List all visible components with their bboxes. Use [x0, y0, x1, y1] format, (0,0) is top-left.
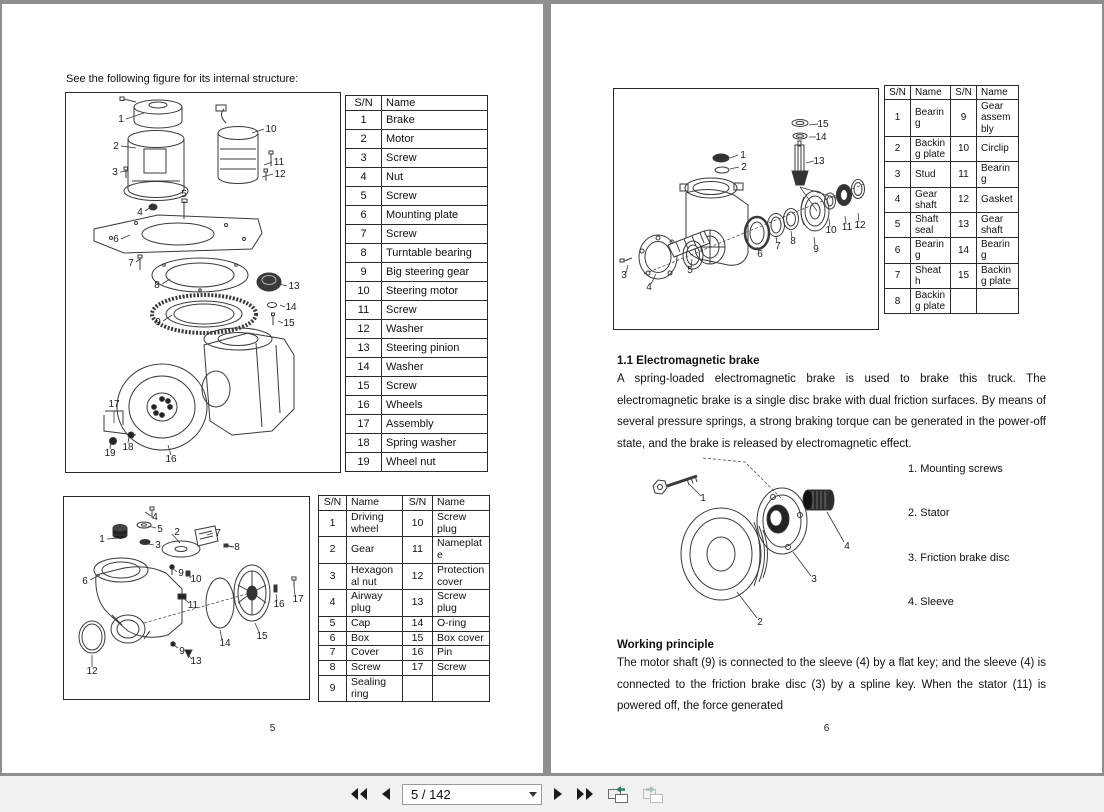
table-cell: 1 [885, 100, 911, 137]
table-cell: 15 [403, 631, 433, 646]
table-cell: 3 [885, 162, 911, 187]
table-row [346, 301, 488, 320]
callout-label: 3 [811, 574, 817, 585]
table-cell: 11 [403, 537, 433, 564]
exploded-view-gearbox [64, 497, 309, 699]
table-cell: 8 [346, 244, 382, 263]
intro-text: See the following figure for its internal structure: [66, 73, 299, 85]
column-header: Name [977, 86, 1019, 100]
table-cell: Driving wheel [347, 510, 403, 537]
table-row [885, 212, 1019, 237]
table-cell: Gasket [977, 187, 1019, 212]
table-cell: 2 [885, 136, 911, 161]
table-row [346, 339, 488, 358]
callout-label: 12 [854, 220, 866, 231]
figure-drive-wheel-gearbox [63, 496, 310, 700]
callout-label: 17 [292, 594, 304, 605]
table-cell: 6 [346, 206, 382, 225]
page-6 [551, 4, 1102, 773]
callout-label: 9 [179, 646, 185, 657]
table-cell: Steering motor [382, 282, 488, 301]
column-header: S/N [403, 496, 433, 511]
table-row [885, 162, 1019, 187]
callout-label: 7 [775, 241, 781, 252]
column-header: Name [347, 496, 403, 511]
table-cell: Circlip [977, 136, 1019, 161]
table-cell: 15 [951, 263, 977, 288]
table-header-row [346, 96, 488, 111]
table-row [346, 434, 488, 453]
callout-label: 6 [82, 576, 88, 587]
callout-label: 8 [154, 280, 160, 291]
column-header: S/N [885, 86, 911, 100]
legend-item: 1. Mounting screws [908, 463, 1003, 475]
page-number: 6 [823, 723, 830, 734]
table-cell: Steering pinion [382, 339, 488, 358]
legend-item: 4. Sleeve [908, 596, 954, 608]
table-row [885, 289, 1019, 314]
callout-label: 10 [190, 574, 202, 585]
working-principle-heading: Working principle [617, 639, 714, 651]
table-row [885, 263, 1019, 288]
table-cell: Bearing [911, 238, 951, 263]
callout-label: 13 [288, 281, 300, 292]
table-cell: 6 [885, 238, 911, 263]
callout-label: 16 [165, 454, 177, 465]
table-row [319, 537, 490, 564]
table-cell [433, 675, 490, 702]
callout-label: 8 [234, 542, 240, 553]
exploded-view-steering-unit [66, 93, 340, 472]
callout-label: 13 [813, 156, 825, 167]
column-header: Name [382, 96, 488, 111]
table-cell: 5 [346, 187, 382, 206]
table-cell: 9 [319, 675, 347, 702]
callout-label: 8 [790, 236, 796, 247]
table-cell [951, 289, 977, 314]
table-cell: 10 [346, 282, 382, 301]
callout-label: 14 [815, 132, 827, 143]
table-cell: 14 [346, 358, 382, 377]
table-cell: Box [347, 631, 403, 646]
previous-page-icon [381, 787, 391, 801]
table-cell: Cap [347, 616, 403, 631]
table-cell: 6 [319, 631, 347, 646]
table-row [885, 187, 1019, 212]
table-cell: 16 [403, 646, 433, 661]
callout-label: 2 [113, 141, 119, 152]
table-cell: Gear shaft [911, 187, 951, 212]
table-cell: Washer [382, 320, 488, 339]
column-header: S/N [346, 96, 382, 111]
table-cell: 11 [346, 301, 382, 320]
table-cell: Mounting plate [382, 206, 488, 225]
table-cell: 7 [319, 646, 347, 661]
table-cell: 13 [951, 212, 977, 237]
legend-item: 2. Stator [908, 507, 950, 519]
table-cell: 14 [403, 616, 433, 631]
table-row [346, 263, 488, 282]
table-cell: Screw [382, 149, 488, 168]
callout-label: 15 [817, 119, 829, 130]
callout-label: 3 [621, 270, 627, 281]
callout-label: 1 [99, 534, 105, 545]
viewer-toolbar [0, 776, 1104, 812]
table-row [319, 590, 490, 617]
table-cell: 7 [346, 225, 382, 244]
table-cell: Backing plate [911, 136, 951, 161]
section-body: A spring-loaded electromagnetic brake is used to brake this truck. The electromagnetic brake is a single disc brake with dual friction surfaces. By means of several pressure springs, a strong braking torque can be generated in the power-off state, and the brake is released by electromagnetic effect. [617, 373, 1046, 450]
table-row [346, 130, 488, 149]
table-cell: Wheel nut [382, 453, 488, 472]
callout-label: 17 [108, 399, 120, 410]
table-cell: Gear shaft [977, 212, 1019, 237]
column-header: Name [911, 86, 951, 100]
previous-page-button[interactable] [379, 785, 393, 803]
table-cell: Screw [433, 661, 490, 676]
figure-gear-shaft [613, 88, 879, 330]
callout-label: 1 [740, 150, 746, 161]
callout-label: 2 [174, 527, 180, 538]
table-cell: Screw [382, 301, 488, 320]
table-cell: Screw [382, 187, 488, 206]
page-number-combobox[interactable] [402, 784, 542, 805]
callout-label: 9 [813, 244, 819, 255]
table-cell: Motor [382, 130, 488, 149]
table-cell: Washer [382, 358, 488, 377]
table-row [346, 244, 488, 263]
first-page-button[interactable] [348, 785, 370, 803]
table-row [346, 396, 488, 415]
table-cell: Backing plate [977, 263, 1019, 288]
table-row [346, 358, 488, 377]
callout-label: 19 [104, 448, 116, 459]
table-header-row [885, 86, 1019, 100]
table-cell: Brake [382, 111, 488, 130]
callout-label: 10 [825, 225, 837, 236]
page-number: 5 [269, 723, 276, 734]
table-row [346, 453, 488, 472]
table-cell: Spring washer [382, 434, 488, 453]
table-cell: Sealing ring [347, 675, 403, 702]
table-cell: 11 [951, 162, 977, 187]
table-cell: 9 [951, 100, 977, 137]
callout-label: 6 [757, 249, 763, 260]
table-cell: Bearing [977, 238, 1019, 263]
table-row [346, 206, 488, 225]
column-header: S/N [319, 496, 347, 511]
table-cell: O-ring [433, 616, 490, 631]
exploded-view-brake [645, 450, 890, 640]
table-row [319, 631, 490, 646]
callout-label: 4 [152, 512, 158, 523]
table-cell: Pin [433, 646, 490, 661]
section-heading: 1.1 Electromagnetic brake [617, 355, 760, 367]
parts-table-steering-unit [345, 95, 488, 472]
callout-label: 1 [118, 114, 124, 125]
table-cell: Nut [382, 168, 488, 187]
table-cell: 12 [403, 563, 433, 590]
table-cell: Screw [382, 377, 488, 396]
table-row [346, 225, 488, 244]
table-row [346, 149, 488, 168]
previous-view-button[interactable] [605, 783, 631, 806]
callout-label: 12 [86, 666, 98, 677]
table-cell: Bearing [977, 162, 1019, 187]
callout-label: 11 [187, 600, 199, 611]
callout-label: 2 [757, 617, 763, 628]
parts-table-drive-wheel [318, 495, 490, 702]
page-5 [2, 4, 543, 773]
callout-label: 5 [687, 265, 693, 276]
last-page-icon [576, 787, 594, 801]
callout-label: 9 [178, 568, 184, 579]
table-cell: Bearing [911, 100, 951, 137]
table-row [346, 111, 488, 130]
table-row [346, 320, 488, 339]
callout-label: 11 [273, 157, 285, 168]
table-cell: 1 [319, 510, 347, 537]
table-cell: Hexagonal nut [347, 563, 403, 590]
last-page-button[interactable] [574, 785, 596, 803]
callout-label: 4 [844, 541, 850, 552]
table-cell: 12 [346, 320, 382, 339]
figure-electromagnetic-brake [645, 450, 890, 640]
table-cell: Screw plug [433, 590, 490, 617]
column-header: S/N [951, 86, 977, 100]
table-cell: Turntable bearing [382, 244, 488, 263]
table-cell: Protection cover [433, 563, 490, 590]
table-cell: 17 [346, 415, 382, 434]
table-cell: 13 [403, 590, 433, 617]
table-cell: Assembly [382, 415, 488, 434]
table-row [346, 168, 488, 187]
figure-steering-unit [65, 92, 341, 473]
table-cell: 4 [885, 187, 911, 212]
table-cell: Nameplate [433, 537, 490, 564]
table-cell: Screw [382, 225, 488, 244]
legend-item: 3. Friction brake disc [908, 552, 1010, 564]
table-cell: Box cover [433, 631, 490, 646]
table-cell: Screw plug [433, 510, 490, 537]
table-cell: 2 [319, 537, 347, 564]
table-cell: 16 [346, 396, 382, 415]
callout-label: 16 [273, 599, 285, 610]
callout-label: 14 [219, 638, 231, 649]
table-row [885, 100, 1019, 137]
table-cell: Wheels [382, 396, 488, 415]
table-cell: 13 [346, 339, 382, 358]
table-cell: 8 [319, 661, 347, 676]
callout-label: 7 [128, 258, 134, 269]
callout-label: 5 [157, 524, 163, 535]
callout-label: 2 [741, 162, 747, 173]
table-row [346, 415, 488, 434]
next-view-button[interactable] [640, 783, 666, 806]
toolbar-controls [348, 783, 666, 806]
table-cell: 17 [403, 661, 433, 676]
table-cell: 14 [951, 238, 977, 263]
callout-label: 9 [155, 317, 161, 328]
callout-label: 18 [122, 442, 134, 453]
first-page-icon [350, 787, 368, 801]
callout-label: 14 [285, 302, 297, 313]
next-view-icon [642, 785, 664, 804]
next-page-button[interactable] [551, 785, 565, 803]
table-cell: 2 [346, 130, 382, 149]
table-cell: 8 [885, 289, 911, 314]
callout-label: 13 [190, 656, 202, 667]
table-cell: 18 [346, 434, 382, 453]
callout-label: 7 [215, 528, 221, 539]
table-row [319, 646, 490, 661]
next-page-icon [553, 787, 563, 801]
table-cell: 3 [346, 149, 382, 168]
callout-label: 10 [265, 124, 277, 135]
table-row [319, 563, 490, 590]
table-row [346, 282, 488, 301]
table-cell: 4 [319, 590, 347, 617]
callout-label: 4 [646, 282, 652, 293]
chevron-down-icon [529, 792, 537, 797]
callout-label: 3 [155, 540, 161, 551]
table-row [319, 661, 490, 676]
table-row [319, 616, 490, 631]
table-cell: 5 [319, 616, 347, 631]
table-cell: 1 [346, 111, 382, 130]
callout-label: 12 [274, 169, 286, 180]
callout-label: 11 [841, 222, 853, 233]
table-row [885, 238, 1019, 263]
working-principle-body: The motor shaft (9) is connected to the sleeve (4) by a flat key; and the sleeve (4) is connected to the friction brake disc (3) by a spline key. When the stator (11) is powered off, the force generated [617, 657, 1046, 713]
previous-view-icon [607, 785, 629, 804]
table-cell [977, 289, 1019, 314]
table-cell: 3 [319, 563, 347, 590]
callout-label: 15 [283, 318, 295, 329]
table-cell: Airway plug [347, 590, 403, 617]
column-header: Name [433, 496, 490, 511]
table-cell [403, 675, 433, 702]
table-cell: 19 [346, 453, 382, 472]
table-cell: 4 [346, 168, 382, 187]
table-cell: Big steering gear [382, 263, 488, 282]
table-cell: Backing plate [911, 289, 951, 314]
table-row [346, 187, 488, 206]
table-cell: Shaft seal [911, 212, 951, 237]
table-header-row [319, 496, 490, 511]
table-row [319, 510, 490, 537]
table-cell: Gear [347, 537, 403, 564]
callout-label: 1 [700, 493, 706, 504]
callout-label: 15 [256, 631, 268, 642]
page-indicator: 5 / 142 [411, 786, 451, 802]
table-cell: Gear assembly [977, 100, 1019, 137]
exploded-view-gear-shaft [614, 89, 878, 329]
parts-table-gear-shaft [884, 85, 1019, 314]
table-row [885, 136, 1019, 161]
table-cell: 10 [403, 510, 433, 537]
table-cell: Sheath [911, 263, 951, 288]
table-cell: Cover [347, 646, 403, 661]
callout-label: 6 [113, 234, 119, 245]
table-cell: 10 [951, 136, 977, 161]
callout-label: 3 [112, 167, 118, 178]
table-row [346, 377, 488, 396]
table-cell: Screw [347, 661, 403, 676]
table-cell: 5 [885, 212, 911, 237]
table-cell: 15 [346, 377, 382, 396]
table-cell: 12 [951, 187, 977, 212]
table-cell: Stud [911, 162, 951, 187]
callout-label: 5 [181, 189, 187, 200]
table-row [319, 675, 490, 702]
table-cell: 9 [346, 263, 382, 282]
table-cell: 7 [885, 263, 911, 288]
callout-label: 4 [137, 207, 143, 218]
